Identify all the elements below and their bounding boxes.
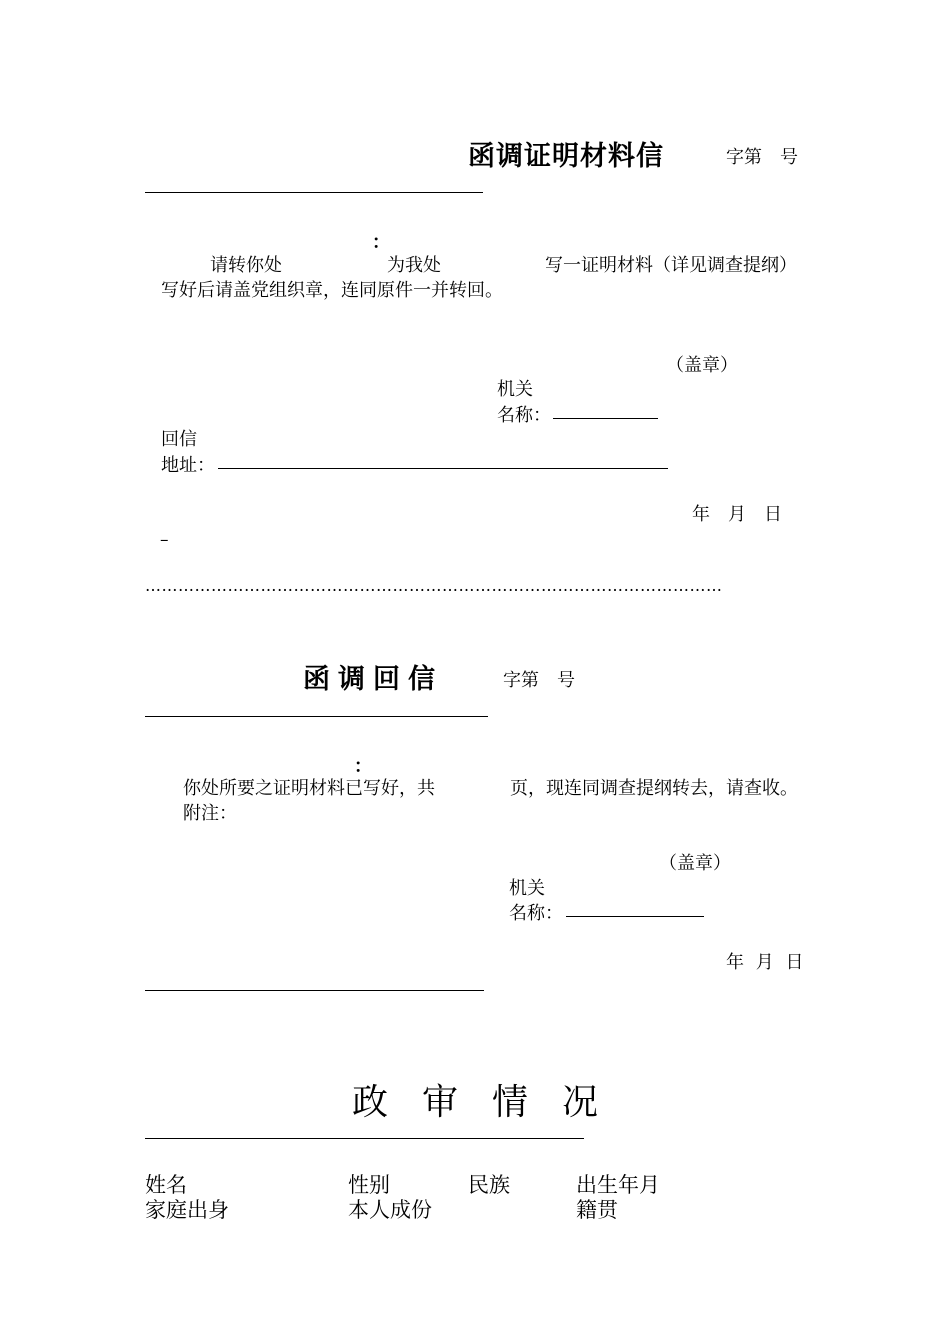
reply-colon: ：	[354, 756, 372, 777]
reply-text-written: 你处所要之证明材料已写好，共	[183, 778, 435, 799]
letter-date: 年 月 日	[692, 504, 782, 525]
reply-seal: （盖章）	[659, 853, 731, 874]
letter-org-label-2: 名称：	[497, 405, 551, 426]
review-field-family-origin: 家庭出身	[145, 1198, 229, 1222]
letter-org-label-1: 机关	[497, 379, 533, 400]
letter-reply-label-2: 地址：	[161, 455, 215, 476]
letter-text-forward: 请转你处	[210, 255, 282, 276]
reply-recipient-line	[145, 716, 488, 717]
letter-text-for-us: 为我处	[387, 255, 441, 276]
reply-org-label-1: 机关	[509, 878, 545, 899]
review-field-birth: 出生年月	[576, 1173, 660, 1197]
letter-ref-number: 字第 号	[726, 147, 798, 168]
letter-dash: –	[160, 530, 169, 550]
review-field-gender: 性别	[348, 1173, 390, 1197]
reply-date: 年 月 日	[726, 952, 804, 973]
reply-ref-number: 字第 号	[503, 670, 575, 691]
review-field-ethnicity: 民族	[468, 1173, 510, 1197]
letter-reply-address-field	[218, 468, 668, 469]
reply-bottom-line	[145, 990, 484, 991]
letter-text-request: 写一证明材料（详见调查提纲）	[545, 255, 797, 276]
review-field-name: 姓名	[145, 1173, 187, 1197]
letter-reply-label-1: 回信	[161, 429, 197, 450]
letter-text-instructions: 写好后请盖党组织章，连同原件一并转回。	[161, 280, 503, 301]
review-field-personal-status: 本人成份	[348, 1198, 432, 1222]
letter-title: 函调证明材料信	[468, 141, 664, 172]
letter-colon: ：	[372, 232, 390, 253]
review-title: 政审情况	[352, 1082, 633, 1123]
letter-recipient-line	[145, 192, 483, 193]
review-title-underline	[145, 1138, 584, 1139]
letter-seal: （盖章）	[666, 355, 738, 376]
reply-text-pages: 页，现连同调查提纲转去，请查收。	[510, 778, 798, 799]
reply-note-label: 附注：	[183, 803, 237, 824]
letter-org-name-field	[553, 418, 658, 419]
reply-title: 函调回信	[303, 664, 443, 695]
review-field-native-place: 籍贯	[576, 1198, 618, 1222]
reply-org-label-2: 名称：	[509, 903, 563, 924]
reply-org-name-field	[566, 916, 704, 917]
cut-divider: ……………………………………………………………………………………………	[145, 576, 723, 595]
